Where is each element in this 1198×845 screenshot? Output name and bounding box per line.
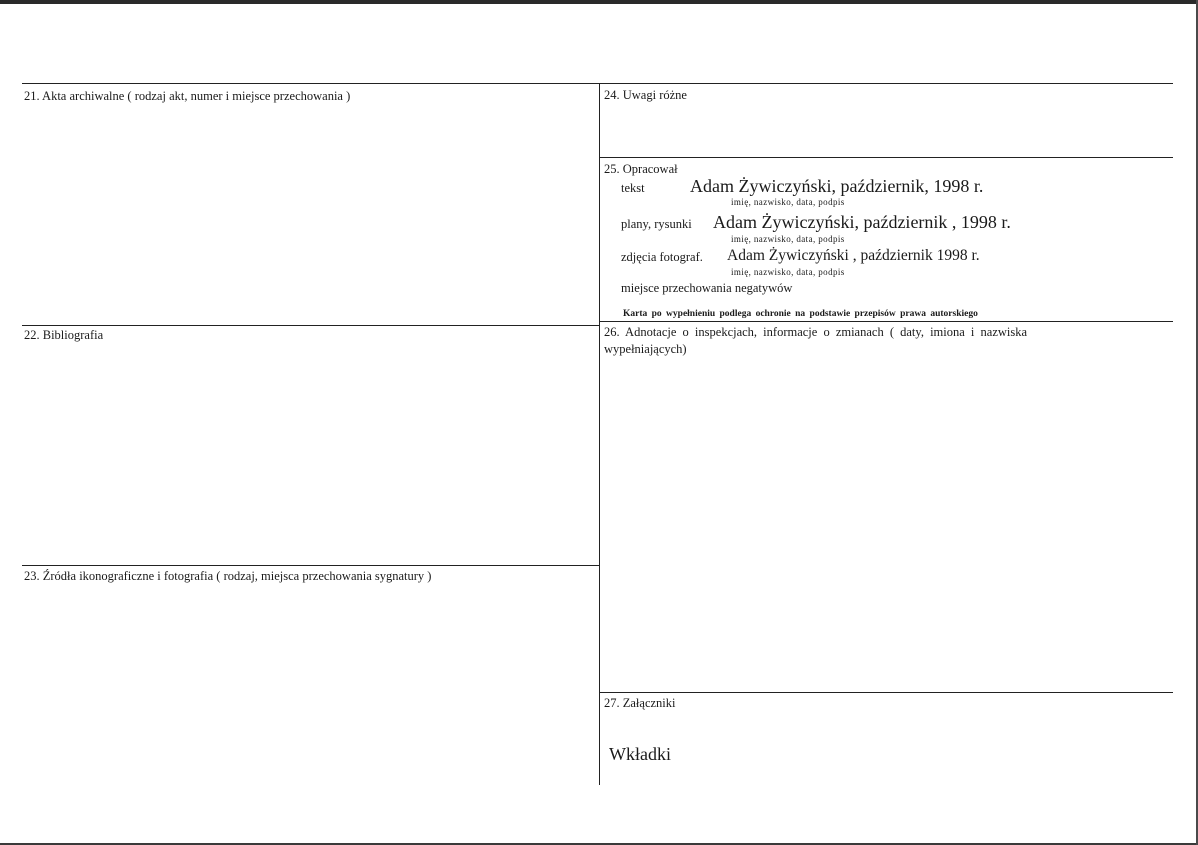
field-27-value: Wkładki — [609, 744, 671, 764]
author-photos-label: zdjęcia fotograf. — [621, 250, 703, 264]
field-22-label: 22. Bibliografia — [24, 328, 104, 342]
author-photos-sublabel: imię, nazwisko, data, podpis — [731, 267, 845, 277]
author-plans-label: plany, rysunki — [621, 217, 692, 231]
field-27-label: 27. Załączniki — [604, 696, 676, 710]
top-border-line — [22, 83, 1173, 84]
divider-26-27 — [599, 692, 1173, 693]
field-25-label: 25. Opracował — [604, 162, 678, 176]
copyright-note: Karta po wypełnieniu podlega ochronie na podstawie przepisów prawa autorskiego — [623, 309, 978, 319]
author-photos-value: Adam Żywiczyński , październik 1998 r. — [727, 247, 980, 264]
field-21-label: 21. Akta archiwalne ( rodzaj akt, numer i miejsce przechowania ) — [24, 89, 351, 103]
author-text-sublabel: imię, nazwisko, data, podpis — [731, 197, 845, 207]
field-26-label: 26. Adnotacje o inspekcjach, informacje o zmianach ( daty, imiona i nazwiska wypełniających) — [604, 325, 1028, 356]
field-24-label: 24. Uwagi różne — [604, 88, 687, 102]
center-divider — [599, 83, 600, 785]
author-text-value: Adam Żywiczyński, październik, 1998 r. — [690, 176, 984, 196]
divider-25-26 — [599, 321, 1173, 322]
scan-edge-top — [0, 0, 1198, 4]
author-plans-value: Adam Żywiczyński, październik , 1998 r. — [713, 212, 1011, 232]
author-text-label: tekst — [621, 181, 645, 195]
divider-21-22 — [22, 325, 599, 326]
author-plans-sublabel: imię, nazwisko, data, podpis — [731, 234, 845, 244]
negatives-location-label: miejsce przechowania negatywów — [621, 281, 793, 295]
divider-22-23 — [22, 565, 599, 566]
divider-24-25 — [599, 157, 1173, 158]
field-23-label: 23. Źródła ikonograficzne i fotografia ( rodzaj, miejsca przechowania sygnatury ) — [24, 569, 432, 583]
